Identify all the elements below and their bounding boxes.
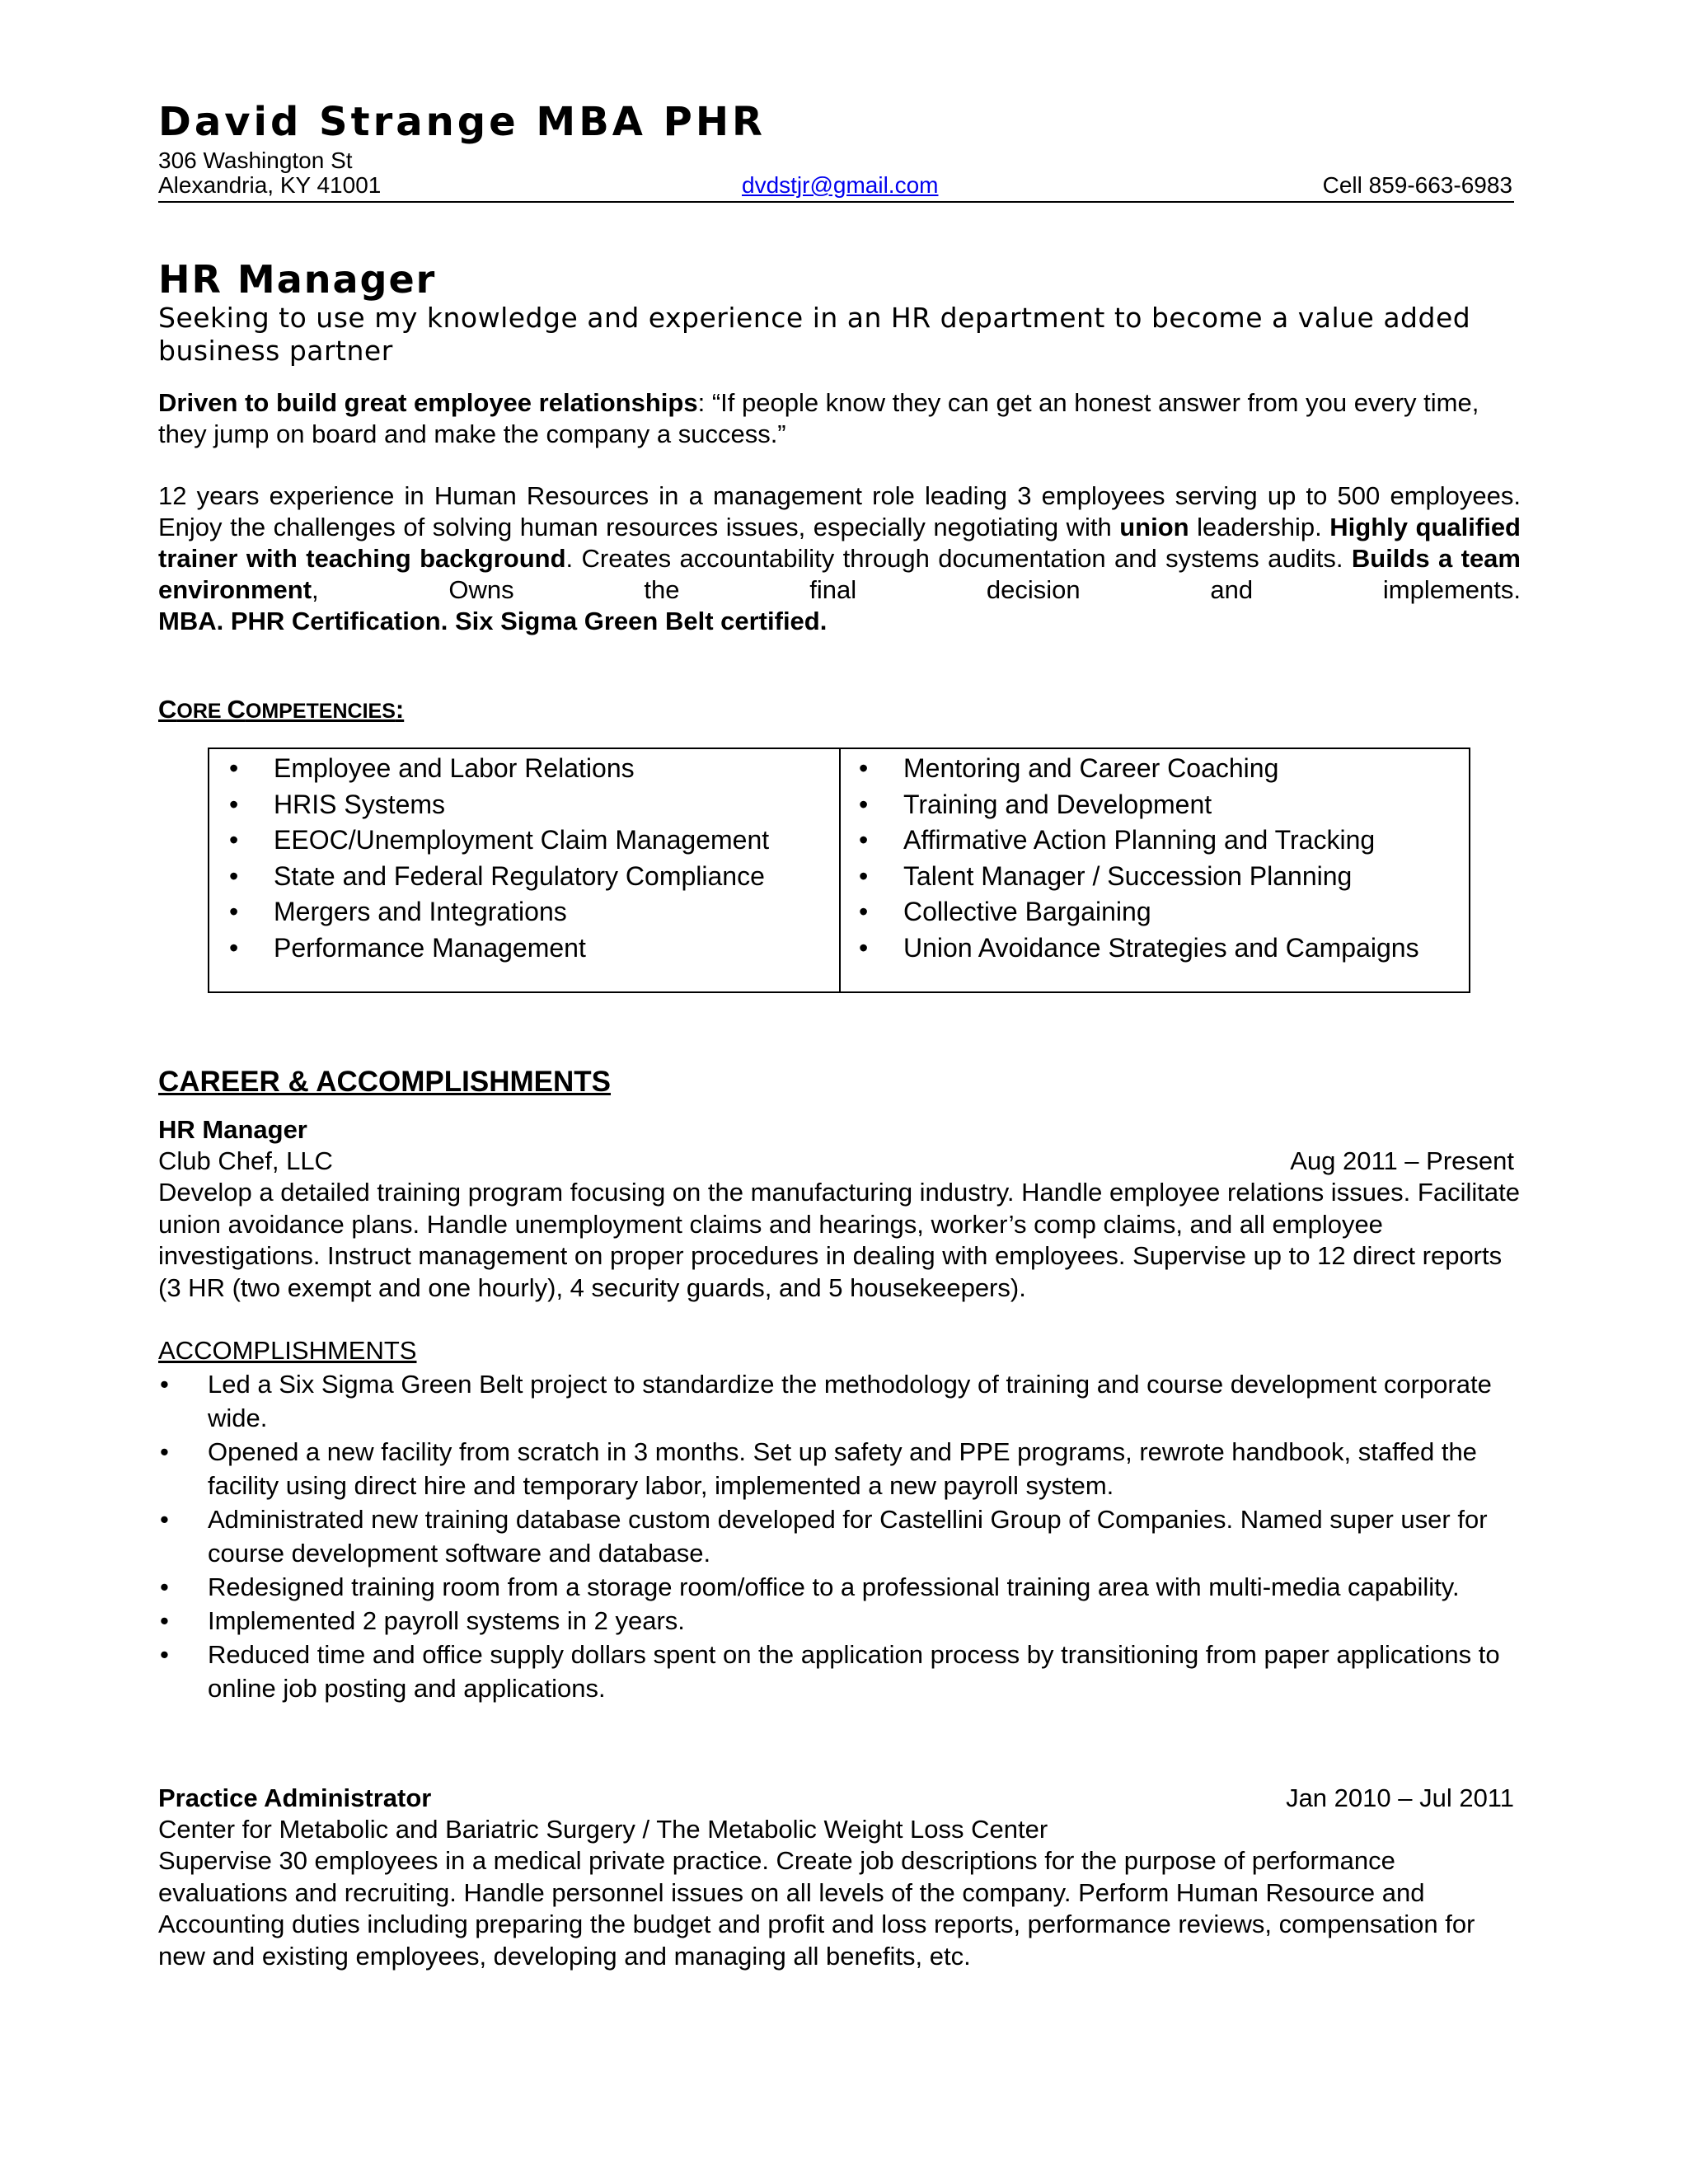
competency-item: • State and Federal Regulatory Compliance: [223, 859, 769, 895]
driven-text: : “If people know they can get an honest answer from you every time, they jump on board and make the company a success.”: [158, 388, 1479, 448]
list-item: • Redesigned training room from a storage room/office to a professional training area with multi-media capability.: [158, 1570, 1526, 1604]
competency-item: • Performance Management: [223, 930, 769, 967]
competency-item: • Mentoring and Career Coaching: [852, 751, 1419, 787]
competencies-right-column: [852, 751, 1419, 966]
exp-bold-team: Builds a team environment: [158, 544, 1521, 604]
job2-company-row: [158, 1814, 1514, 1845]
email-link[interactable]: dvdstjr@gmail.com: [742, 172, 939, 198]
list-item: • Reduced time and office supply dollars spent on the application process by transitioning from paper applications to online job posting and applications.: [158, 1638, 1526, 1705]
city-state-zip: Alexandria, KY 41001: [158, 172, 382, 198]
driven-bold: Driven to build great employee relationships: [158, 388, 698, 417]
heading-part: OMPETENCIES: [245, 700, 396, 723]
job1-company-row: [158, 1146, 1514, 1177]
accomplishments-list: [158, 1367, 1526, 1705]
heading-part: ORE: [176, 700, 227, 723]
list-item: • Opened a new facility from scratch in 3 months. Set up safety and PPE programs, rewrote handbook, staffed the facility using direct hire and temporary labor, implemented a new payroll system.: [158, 1435, 1526, 1502]
job1-description: Develop a detailed training program focusing on the manufacturing industry. Handle employee relations issues. Facilitate union avoidance plans. Handle unemployment claims and hearings, worker’s comp claims, and all employee investigations. Instruct management on proper procedures in dealing with employees. Supervise up to 12 direct reports (3 HR (two exempt and one hourly), 4 security guards, and 5 housekeepers).: [158, 1178, 1520, 1302]
list-item: • Administrated new training database custom developed for Castellini Group of Companies. Named super user for course development software and database.: [158, 1502, 1526, 1570]
competencies-left-column: [223, 751, 769, 966]
exp-text-g: , Owns the final decision and implements.: [312, 575, 1521, 604]
competency-item: • Collective Bargaining: [852, 894, 1419, 930]
job2-title-row: [158, 1783, 1514, 1814]
job1-title: HR Manager: [158, 1115, 307, 1144]
career-heading: CAREER & ACCOMPLISHMENTS: [158, 1066, 611, 1098]
cell-phone: Cell 859-663-6983: [1322, 172, 1512, 198]
list-item: • Implemented 2 payroll systems in 2 years.: [158, 1604, 1526, 1638]
job2-title: Practice Administrator: [158, 1783, 432, 1812]
heading-letter: C: [227, 695, 246, 724]
competency-item: • EEOC/Unemployment Claim Management: [223, 823, 769, 859]
competency-item: • Affirmative Action Planning and Tracking: [852, 823, 1419, 859]
job2-description: Supervise 30 employees in a medical private practice. Create job descriptions for the purpose of performance evaluations and recruiting. Handle personnel issues on all levels of the company. Perform Human Resource and Accounting duties including preparing the budget and profit and loss reports, performance reviews, compensation for new and existing employees, developing and managing all benefits, etc.: [158, 1846, 1475, 1971]
certifications-line: MBA. PHR Certification. Six Sigma Green Belt certified.: [158, 607, 828, 635]
exp-text-c: leadership.: [1189, 513, 1330, 541]
competency-item: • Union Avoidance Strategies and Campaigns: [852, 930, 1419, 967]
experience-paragraph: [158, 480, 1521, 637]
competency-item: • Training and Development: [852, 787, 1419, 823]
exp-bold-trainer: Highly qualified trainer with teaching background: [158, 513, 1521, 573]
competency-item: • HRIS Systems: [223, 787, 769, 823]
exp-text-a: 12 years experience in Human Resources in a management role leading 3 employees serving up to 500 employees. Enjoy the challenges of solving human resources issues, especially negotiating with: [158, 481, 1521, 541]
driven-paragraph: [158, 387, 1521, 450]
street-address: 306 Washington St: [158, 148, 353, 173]
heading-colon: :: [395, 695, 405, 724]
competency-item: • Employee and Labor Relations: [223, 751, 769, 787]
competencies-table: [208, 748, 1470, 993]
contact-line: [158, 171, 1514, 203]
objective-statement: Seeking to use my knowledge and experience in an HR department to become a value added business partner: [158, 302, 1471, 367]
competency-item: • Talent Manager / Succession Planning: [852, 859, 1419, 895]
competency-item: • Mergers and Integrations: [223, 894, 769, 930]
heading-letter: C: [158, 695, 177, 724]
job-target-title: HR Manager: [158, 257, 437, 302]
core-competencies-heading: [158, 694, 404, 727]
candidate-name: David Strange MBA PHR: [158, 99, 766, 145]
job1-dates: Aug 2011 – Present: [1290, 1146, 1514, 1175]
exp-text-e: . Creates accountability through documentation and systems audits.: [565, 544, 1352, 573]
job2-company: Center for Metabolic and Bariatric Surgery / The Metabolic Weight Loss Center: [158, 1815, 1048, 1844]
list-item: • Led a Six Sigma Green Belt project to standardize the methodology of training and course development corporate wide.: [158, 1367, 1526, 1435]
exp-bold-union: union: [1119, 513, 1189, 541]
column-divider: [839, 749, 841, 991]
job2-dates: Jan 2010 – Jul 2011: [1286, 1783, 1514, 1812]
job1-company: Club Chef, LLC: [158, 1146, 333, 1175]
accomplishments-heading: ACCOMPLISHMENTS: [158, 1336, 417, 1365]
